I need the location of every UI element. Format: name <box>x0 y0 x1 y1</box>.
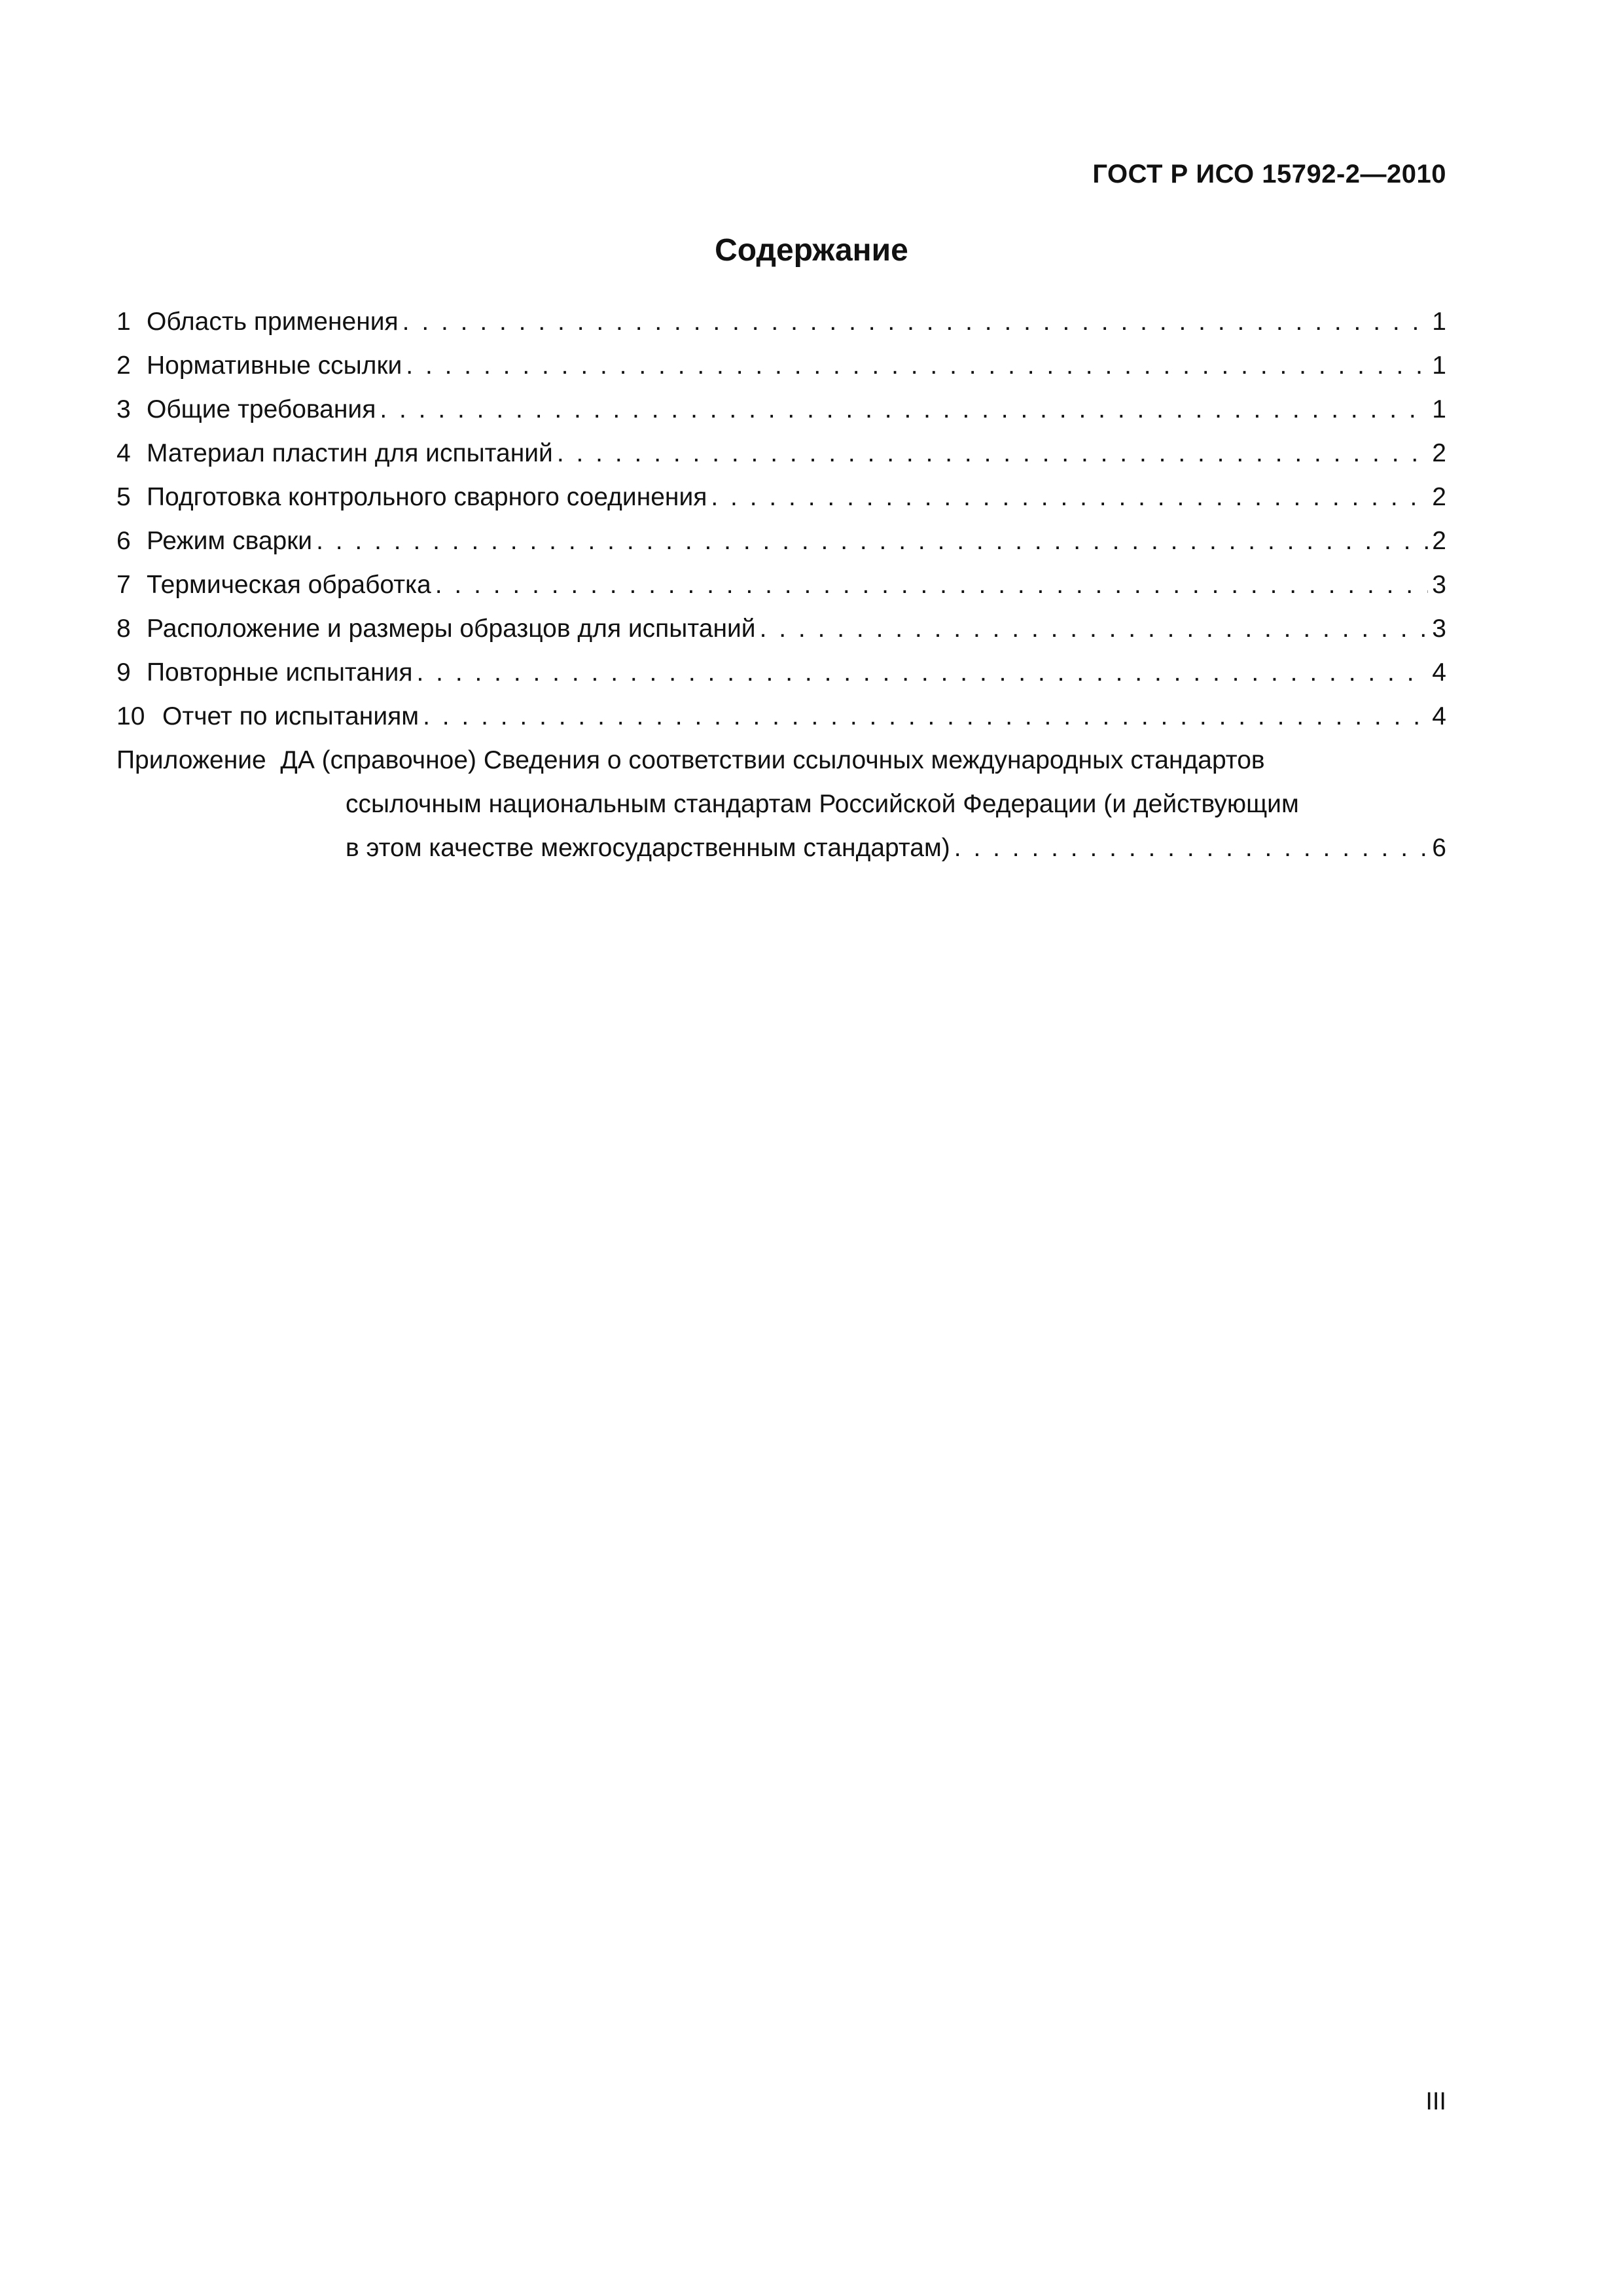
toc-entry-title: Термическая обработка <box>147 571 431 599</box>
toc-entry-title: Отчет по испытаниям <box>162 702 419 730</box>
toc-entry-number: 6 <box>116 527 131 555</box>
toc-title: Содержание <box>715 233 908 268</box>
toc-entry-page: 4 <box>1432 658 1446 687</box>
toc-entry-title: Общие требования <box>147 395 376 423</box>
toc-entry-page: 1 <box>1432 395 1446 423</box>
toc-entry-number: 7 <box>116 571 131 599</box>
toc-entry-page: 1 <box>1432 351 1446 380</box>
toc-entry-title: Нормативные ссылки <box>147 351 402 380</box>
toc-entry-8[interactable] <box>116 607 1446 651</box>
dot-leader <box>406 344 1428 387</box>
dot-leader <box>711 475 1428 519</box>
dot-leader <box>435 563 1429 607</box>
toc-entry-page: 2 <box>1432 483 1446 511</box>
toc-entry-title: Повторные испытания <box>147 658 413 687</box>
toc-entry-7[interactable] <box>116 563 1446 607</box>
toc-entry-4[interactable] <box>116 431 1446 475</box>
toc-entry-title: Область применения <box>147 308 399 336</box>
dot-leader <box>380 387 1428 431</box>
dot-leader <box>557 431 1428 475</box>
toc-entry-number: 10 <box>116 702 145 730</box>
document-code: ГОСТ Р ИСО 15792-2—2010 <box>1092 160 1446 188</box>
toc-entry-title: Подготовка контрольного сварного соединения <box>147 483 707 511</box>
toc-entry-number: 8 <box>116 615 131 643</box>
dot-leader <box>402 300 1429 344</box>
toc-entry-page: 4 <box>1432 702 1446 730</box>
toc-entry-10[interactable] <box>116 694 1446 738</box>
toc-entry-title: Расположение и размеры образцов для испытаний <box>147 615 756 643</box>
toc-entry-title: Режим сварки <box>147 527 313 555</box>
dot-leader <box>760 607 1429 651</box>
page-number: III <box>1425 2088 1446 2115</box>
toc-entry-6[interactable] <box>116 519 1446 563</box>
toc-entry-number: 3 <box>116 395 131 423</box>
toc-entry-9[interactable] <box>116 651 1446 694</box>
toc-entry-page: 2 <box>1432 527 1446 555</box>
toc-entry-1[interactable] <box>116 300 1446 344</box>
toc-annex-entry[interactable] <box>116 738 1446 870</box>
toc-entry-page: 3 <box>1432 615 1446 643</box>
toc-entry-5[interactable] <box>116 475 1446 519</box>
annex-line-2 <box>116 782 1446 826</box>
annex-page: 6 <box>1432 834 1446 862</box>
table-of-contents <box>116 300 1446 870</box>
toc-entry-page: 1 <box>1432 308 1446 336</box>
annex-title-line-3: в этом качестве межгосударственным стандартам) <box>346 834 950 862</box>
annex-title-line-1: Приложение ДА (справочное) Сведения о соответствии ссылочных международных стандартов <box>116 746 1265 774</box>
toc-entry-page: 3 <box>1432 571 1446 599</box>
dot-leader <box>954 826 1429 870</box>
dot-leader <box>423 694 1428 738</box>
toc-entry-number: 5 <box>116 483 131 511</box>
annex-line-1 <box>116 738 1446 782</box>
dot-leader <box>416 651 1428 694</box>
toc-entry-2[interactable] <box>116 344 1446 387</box>
dot-leader <box>316 519 1428 563</box>
toc-entry-number: 9 <box>116 658 131 687</box>
toc-entry-3[interactable] <box>116 387 1446 431</box>
toc-entry-title: Материал пластин для испытаний <box>147 439 553 467</box>
annex-line-3 <box>116 826 1446 870</box>
toc-entry-page: 2 <box>1432 439 1446 467</box>
annex-title-line-2: ссылочным национальным стандартам Российской Федерации (и действующим <box>346 790 1299 818</box>
toc-entry-number: 2 <box>116 351 131 380</box>
toc-entry-number: 4 <box>116 439 131 467</box>
toc-entry-number: 1 <box>116 308 131 336</box>
